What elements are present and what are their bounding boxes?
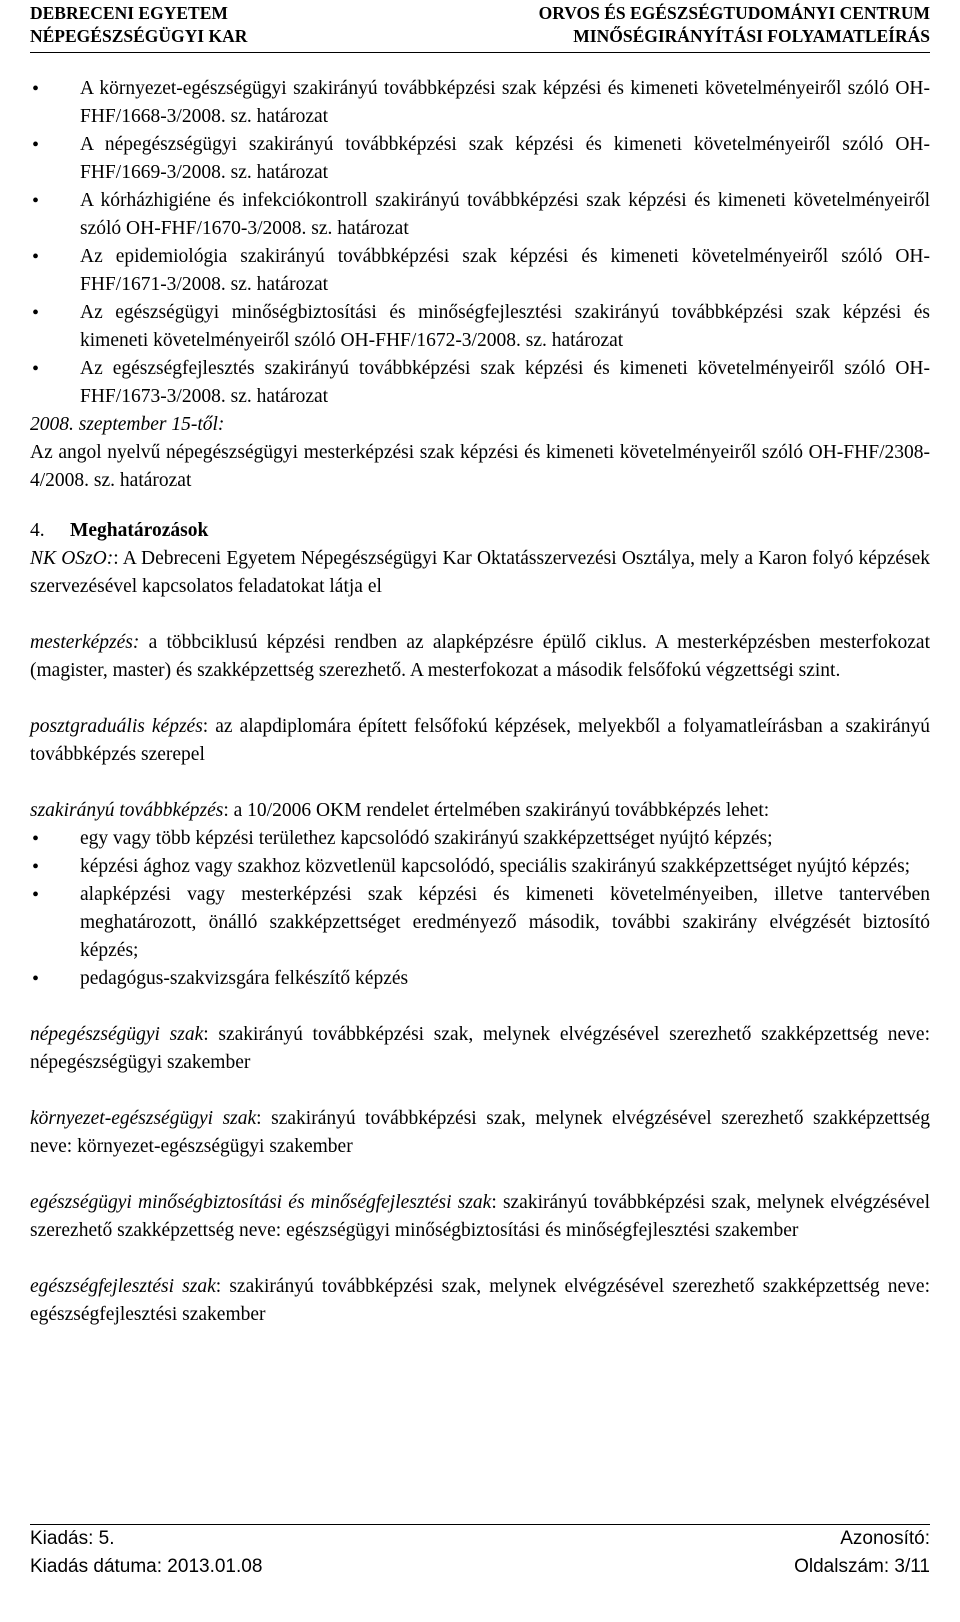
definition-text: : a 10/2006 OKM rendelet értelmében szakirányú továbbképzés lehet:: [223, 800, 770, 821]
definition-text: : A Debreceni Egyetem Népegészségügyi Kar Oktatásszervezési Osztálya, mely a Karon folyó képzések szervezésével kapcsolatos feladatokat látja el: [30, 548, 930, 597]
list-item: • Az egészségügyi minőségbiztosítási és minőségfejlesztési szakirányú továbbképzési szak képzési és kimeneti követelményeiről szóló OH-FHF/1672-3/2008. sz. határozat: [30, 299, 930, 355]
definition-term: NK OSzO:: [30, 548, 114, 569]
list-item: • képzési ághoz vagy szakhoz közvetlenül kapcsolódó, speciális szakirányú szakképzettséget nyújtó képzés;: [30, 853, 930, 881]
definition-text: : szakirányú továbbképzési szak, melynek elvégzésével szerezhető szakképzettség neve: egészségügyi minőségbiztosítási és minőségfejlesztési szakember: [30, 1192, 931, 1241]
definition-specialized: [30, 797, 930, 825]
page-header: [30, 0, 930, 53]
definition-term: posztgraduális képzés: [30, 716, 203, 737]
definition-term: környezet-egészségügyi szak: [30, 1108, 257, 1129]
specialized-list: [30, 825, 930, 993]
header-center: ORVOS ÉS EGÉSZSÉGTUDOMÁNYI CENTRUM: [538, 3, 930, 23]
document-page: [30, 0, 930, 1329]
definition-text: : szakirányú továbbképzési szak, melynek elvégzésével szerezhető szakképzettség neve: környezet-egészségügyi szakember: [30, 1108, 930, 1157]
footer-identifier: Azonosító:: [840, 1528, 930, 1549]
definition-term: egészségfejlesztési szak: [30, 1276, 216, 1297]
header-left: [30, 2, 247, 48]
footer-page-number: Oldalszám: 3/11: [794, 1556, 930, 1577]
september-text: Az angol nyelvű népegészségügyi mesterképzési szak képzési és kimeneti követelményeiről szóló OH-FHF/2308-4/2008. sz. határozat: [30, 442, 930, 491]
list-item: • Az epidemiológia szakirányú továbbképzési szak képzési és kimeneti követelményeiről szóló OH-FHF/1671-3/2008. sz. határozat: [30, 243, 930, 299]
list-item: • egy vagy több képzési területhez kapcsolódó szakirányú szakképzettséget nyújtó képzés;: [30, 825, 930, 853]
list-item: • alapképzési vagy mesterképzési szak képzési és kimeneti követelményeiben, illetve tantervében meghatározott, önálló szakképzettséget eredményező második, további szakirány elvégzését biztosító képzés;: [30, 881, 930, 965]
definition-quality: [30, 1189, 930, 1245]
definition-term: szakirányú továbbképzés: [30, 800, 224, 821]
footer-edition: Kiadás: 5.: [30, 1528, 115, 1549]
definition-text: : az alapdiplomára épített felsőfokú képzések, melyekből a folyamatleírásban a szakirányú továbbképzés szerepel: [30, 716, 930, 765]
header-doc-type: MINŐSÉGIRÁNYÍTÁSI FOLYAMATLEÍRÁS: [573, 26, 930, 46]
definition-term: egészségügyi minőségbiztosítási és minőségfejlesztési szak: [30, 1192, 492, 1213]
list-item: • pedagógus-szakvizsgára felkészítő képzés: [30, 965, 930, 993]
definition-public-health: [30, 1021, 930, 1077]
definition-health-promo: [30, 1273, 930, 1329]
footer-date: Kiadás dátuma: 2013.01.08: [30, 1556, 263, 1577]
definition-env-health: [30, 1105, 930, 1161]
definition-term: mesterképzés:: [30, 632, 140, 653]
list-item: • A környezet-egészségügyi szakirányú továbbképzési szak képzési és kimeneti követelményeiről szóló OH-FHF/1668-3/2008. sz. határozat: [30, 75, 930, 131]
definition-postgrad: [30, 713, 930, 769]
page-footer: [30, 1524, 930, 1581]
header-university: DEBRECENI EGYETEM: [30, 3, 228, 23]
definition-master: [30, 629, 930, 685]
definition-term: népegészségügyi szak: [30, 1024, 204, 1045]
definition-text: a többciklusú képzési rendben az alapképzésre épülő ciklus. A mesterképzésben mesterfokozat (magister, master) és szakképzettség szerezhető. A mesterfokozat a második felsőfokú végzettségi szint.: [30, 632, 930, 681]
list-item: • A népegészségügyi szakirányú továbbképzési szak képzési és kimeneti követelményeiről szóló OH-FHF/1669-3/2008. sz. határozat: [30, 131, 930, 187]
header-right: [539, 2, 930, 48]
section-title: Meghatározások: [70, 520, 209, 541]
resolutions-list: [30, 75, 930, 411]
definition-text: : szakirányú továbbképzési szak, melynek elvégzésével szerezhető szakképzettség neve: egészségfejlesztési szakember: [30, 1276, 930, 1325]
list-item: • Az egészségfejlesztés szakirányú továbbképzési szak képzési és kimeneti követelményeiről szóló OH-FHF/1673-3/2008. sz. határozat: [30, 355, 930, 411]
section-number: 4.: [30, 520, 45, 541]
definition-text: : szakirányú továbbképzési szak, melynek elvégzésével szerezhető szakképzettség neve: népegészségügyi szakember: [30, 1024, 930, 1073]
header-faculty: NÉPEGÉSZSÉGÜGYI KAR: [30, 26, 248, 46]
definition-nkoszo: [30, 545, 930, 601]
september-heading: 2008. szeptember 15-től:: [30, 414, 225, 435]
list-item: • A kórházhigiéne és infekciókontroll szakirányú továbbképzési szak képzési és kimeneti követelményeiről szóló OH-FHF/1670-3/2008. sz. határozat: [30, 187, 930, 243]
section-heading: [30, 517, 930, 545]
